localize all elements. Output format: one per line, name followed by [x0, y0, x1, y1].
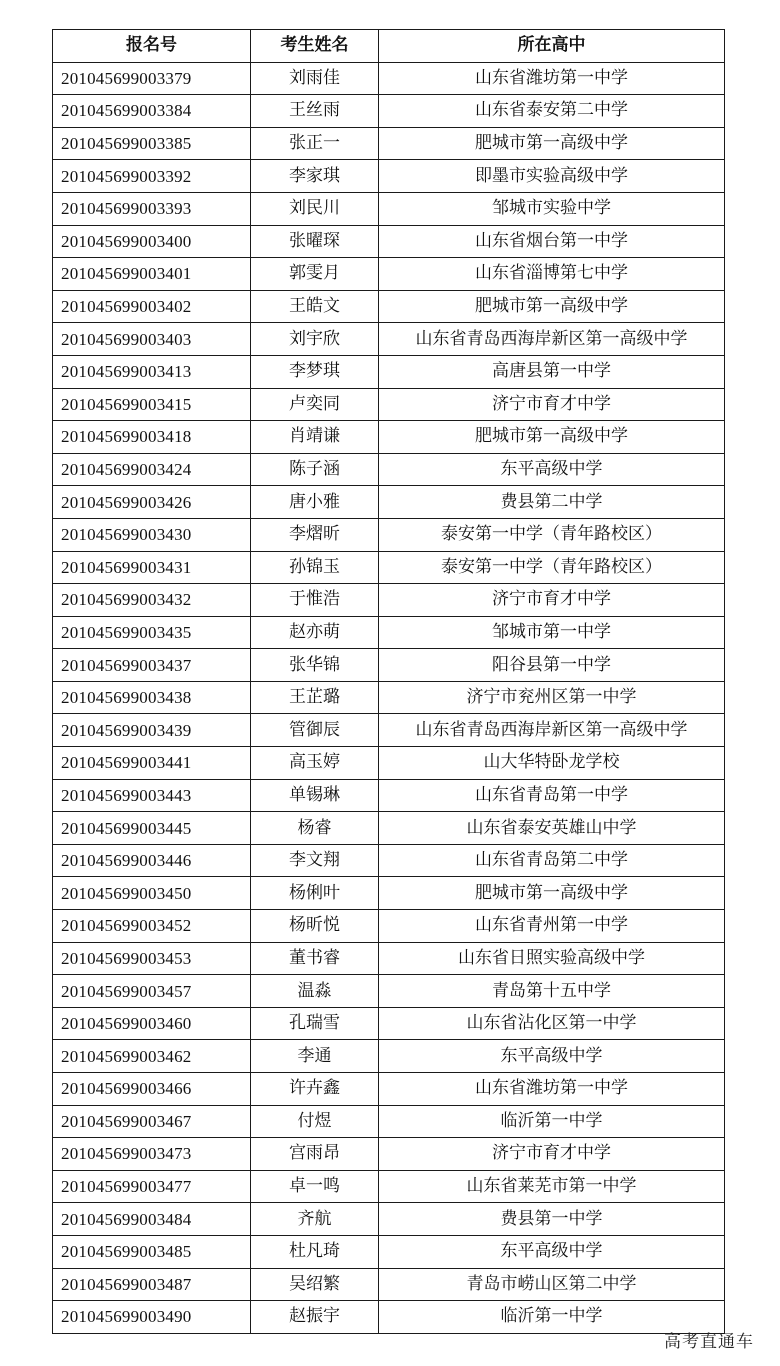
high-school-cell: 山大华特卧龙学校 [379, 747, 725, 780]
high-school-cell: 肥城市第一高级中学 [379, 127, 725, 160]
registration-number-cell: 201045699003473 [53, 1138, 251, 1171]
registration-number-cell: 201045699003452 [53, 910, 251, 943]
table-row [53, 975, 725, 1008]
registration-number-cell: 201045699003450 [53, 877, 251, 910]
candidate-name-cell: 杨睿 [251, 812, 379, 845]
candidate-name-cell: 孔瑞雪 [251, 1007, 379, 1040]
high-school-cell: 济宁市育才中学 [379, 584, 725, 617]
high-school-cell: 山东省泰安第二中学 [379, 95, 725, 128]
high-school-cell: 东平高级中学 [379, 1040, 725, 1073]
table-row [53, 355, 725, 388]
candidate-name-cell: 杨昕悦 [251, 910, 379, 943]
registration-number-cell: 201045699003490 [53, 1301, 251, 1334]
registration-number-cell: 201045699003443 [53, 779, 251, 812]
table-row [53, 1203, 725, 1236]
registration-number-cell: 201045699003430 [53, 518, 251, 551]
registration-number-cell: 201045699003418 [53, 421, 251, 454]
table-row [53, 877, 725, 910]
candidate-name-cell: 李文翔 [251, 844, 379, 877]
table-row [53, 290, 725, 323]
registration-number-cell: 201045699003457 [53, 975, 251, 1008]
table-row [53, 714, 725, 747]
registration-number-cell: 201045699003466 [53, 1073, 251, 1106]
high-school-cell: 山东省淄博第七中学 [379, 258, 725, 291]
high-school-cell: 济宁市育才中学 [379, 1138, 725, 1171]
candidate-name-cell: 赵亦萌 [251, 616, 379, 649]
candidate-name-cell: 王芷璐 [251, 681, 379, 714]
registration-number-cell: 201045699003400 [53, 225, 251, 258]
candidate-name-cell: 张华锦 [251, 649, 379, 682]
registration-number-cell: 201045699003432 [53, 584, 251, 617]
high-school-cell: 泰安第一中学（青年路校区） [379, 518, 725, 551]
candidate-name-cell: 张正一 [251, 127, 379, 160]
registration-number-cell: 201045699003424 [53, 453, 251, 486]
high-school-cell: 肥城市第一高级中学 [379, 877, 725, 910]
high-school-cell: 临沂第一中学 [379, 1301, 725, 1334]
registration-number-cell: 201045699003462 [53, 1040, 251, 1073]
high-school-cell: 山东省莱芜市第一中学 [379, 1170, 725, 1203]
candidate-name-cell: 董书睿 [251, 942, 379, 975]
table-row [53, 1170, 725, 1203]
table-row [53, 127, 725, 160]
table-body [53, 62, 725, 1333]
registration-number-cell: 201045699003413 [53, 355, 251, 388]
high-school-cell: 山东省青岛西海岸新区第一高级中学 [379, 323, 725, 356]
high-school-cell: 肥城市第一高级中学 [379, 290, 725, 323]
table-row [53, 453, 725, 486]
candidate-name-cell: 管御辰 [251, 714, 379, 747]
candidate-name-cell: 郭雯月 [251, 258, 379, 291]
table-row [53, 1105, 725, 1138]
candidate-name-cell: 温淼 [251, 975, 379, 1008]
table-row [53, 649, 725, 682]
high-school-cell: 阳谷县第一中学 [379, 649, 725, 682]
high-school-cell: 山东省烟台第一中学 [379, 225, 725, 258]
candidate-name-cell: 许卉鑫 [251, 1073, 379, 1106]
registration-number-cell: 201045699003439 [53, 714, 251, 747]
high-school-cell: 山东省青州第一中学 [379, 910, 725, 943]
candidate-name-cell: 宫雨昂 [251, 1138, 379, 1171]
candidate-name-cell: 高玉婷 [251, 747, 379, 780]
candidate-name-cell: 齐航 [251, 1203, 379, 1236]
registration-number-cell: 201045699003460 [53, 1007, 251, 1040]
candidate-name-cell: 肖靖谦 [251, 421, 379, 454]
table-row [53, 551, 725, 584]
candidate-name-cell: 陈子涵 [251, 453, 379, 486]
table-row [53, 584, 725, 617]
high-school-cell: 济宁市兖州区第一中学 [379, 681, 725, 714]
high-school-cell: 东平高级中学 [379, 453, 725, 486]
table-header-row [53, 30, 725, 63]
registration-number-cell: 201045699003393 [53, 192, 251, 225]
table-row [53, 779, 725, 812]
high-school-cell: 高唐县第一中学 [379, 355, 725, 388]
candidate-name-cell: 刘宇欣 [251, 323, 379, 356]
high-school-cell: 山东省青岛第一中学 [379, 779, 725, 812]
high-school-cell: 临沂第一中学 [379, 1105, 725, 1138]
high-school-cell: 费县第一中学 [379, 1203, 725, 1236]
table-row [53, 1073, 725, 1106]
table-row [53, 910, 725, 943]
table-row [53, 812, 725, 845]
registration-number-cell: 201045699003392 [53, 160, 251, 193]
high-school-cell: 山东省青岛西海岸新区第一高级中学 [379, 714, 725, 747]
candidate-name-cell: 付煜 [251, 1105, 379, 1138]
table-row [53, 1235, 725, 1268]
registration-number-cell: 201045699003402 [53, 290, 251, 323]
candidate-name-cell: 刘雨佳 [251, 62, 379, 95]
high-school-cell: 青岛市崂山区第二中学 [379, 1268, 725, 1301]
table-row [53, 323, 725, 356]
registration-number-cell: 201045699003403 [53, 323, 251, 356]
registration-number-cell: 201045699003385 [53, 127, 251, 160]
table-row [53, 192, 725, 225]
registration-number-cell: 201045699003415 [53, 388, 251, 421]
registration-number-cell: 201045699003467 [53, 1105, 251, 1138]
candidate-name-cell: 单锡琳 [251, 779, 379, 812]
table-row [53, 160, 725, 193]
high-school-cell: 山东省日照实验高级中学 [379, 942, 725, 975]
table-row [53, 844, 725, 877]
registration-number-cell: 201045699003445 [53, 812, 251, 845]
table-row [53, 681, 725, 714]
candidate-name-cell: 孙锦玉 [251, 551, 379, 584]
high-school-cell: 青岛第十五中学 [379, 975, 725, 1008]
candidate-name-cell: 卢奕同 [251, 388, 379, 421]
high-school-cell: 山东省青岛第二中学 [379, 844, 725, 877]
high-school-cell: 费县第二中学 [379, 486, 725, 519]
candidate-name-cell: 张曜琛 [251, 225, 379, 258]
table-row [53, 1301, 725, 1334]
table-row [53, 518, 725, 551]
registration-number-cell: 201045699003426 [53, 486, 251, 519]
header-high-school: 所在高中 [379, 30, 725, 63]
table-row [53, 258, 725, 291]
registration-number-cell: 201045699003477 [53, 1170, 251, 1203]
candidate-name-cell: 于惟浩 [251, 584, 379, 617]
registration-number-cell: 201045699003384 [53, 95, 251, 128]
high-school-cell: 山东省泰安英雄山中学 [379, 812, 725, 845]
high-school-cell: 即墨市实验高级中学 [379, 160, 725, 193]
table-row [53, 747, 725, 780]
candidate-name-cell: 卓一鸣 [251, 1170, 379, 1203]
candidate-name-cell: 唐小雅 [251, 486, 379, 519]
header-registration-number: 报名号 [53, 30, 251, 63]
table-row [53, 1040, 725, 1073]
registration-number-cell: 201045699003487 [53, 1268, 251, 1301]
high-school-cell: 东平高级中学 [379, 1235, 725, 1268]
table-row [53, 62, 725, 95]
table-row [53, 616, 725, 649]
candidate-name-cell: 李梦琪 [251, 355, 379, 388]
table-row [53, 942, 725, 975]
registration-number-cell: 201045699003453 [53, 942, 251, 975]
registration-number-cell: 201045699003401 [53, 258, 251, 291]
candidate-name-cell: 王丝雨 [251, 95, 379, 128]
registration-number-cell: 201045699003435 [53, 616, 251, 649]
registration-number-cell: 201045699003484 [53, 1203, 251, 1236]
candidate-name-cell: 杜凡琦 [251, 1235, 379, 1268]
high-school-cell: 山东省潍坊第一中学 [379, 1073, 725, 1106]
candidate-table [52, 29, 725, 1334]
candidate-name-cell: 王皓文 [251, 290, 379, 323]
candidate-name-cell: 李家琪 [251, 160, 379, 193]
candidate-name-cell: 刘民川 [251, 192, 379, 225]
table-row [53, 95, 725, 128]
table-row [53, 1007, 725, 1040]
candidate-name-cell: 吴绍繁 [251, 1268, 379, 1301]
table-row [53, 1138, 725, 1171]
high-school-cell: 肥城市第一高级中学 [379, 421, 725, 454]
candidate-name-cell: 赵振宇 [251, 1301, 379, 1334]
registration-number-cell: 201045699003446 [53, 844, 251, 877]
table-row [53, 225, 725, 258]
registration-number-cell: 201045699003379 [53, 62, 251, 95]
header-candidate-name: 考生姓名 [251, 30, 379, 63]
registration-number-cell: 201045699003485 [53, 1235, 251, 1268]
registration-number-cell: 201045699003438 [53, 681, 251, 714]
high-school-cell: 邹城市实验中学 [379, 192, 725, 225]
high-school-cell: 山东省沾化区第一中学 [379, 1007, 725, 1040]
registration-number-cell: 201045699003441 [53, 747, 251, 780]
high-school-cell: 济宁市育才中学 [379, 388, 725, 421]
table-row [53, 388, 725, 421]
table-row [53, 1268, 725, 1301]
watermark: 高考直通车 [664, 1332, 754, 1352]
table-row [53, 421, 725, 454]
table-row [53, 486, 725, 519]
high-school-cell: 泰安第一中学（青年路校区） [379, 551, 725, 584]
candidate-name-cell: 李通 [251, 1040, 379, 1073]
registration-number-cell: 201045699003437 [53, 649, 251, 682]
registration-number-cell: 201045699003431 [53, 551, 251, 584]
high-school-cell: 邹城市第一中学 [379, 616, 725, 649]
candidate-name-cell: 李熠昕 [251, 518, 379, 551]
high-school-cell: 山东省潍坊第一中学 [379, 62, 725, 95]
candidate-name-cell: 杨俐叶 [251, 877, 379, 910]
